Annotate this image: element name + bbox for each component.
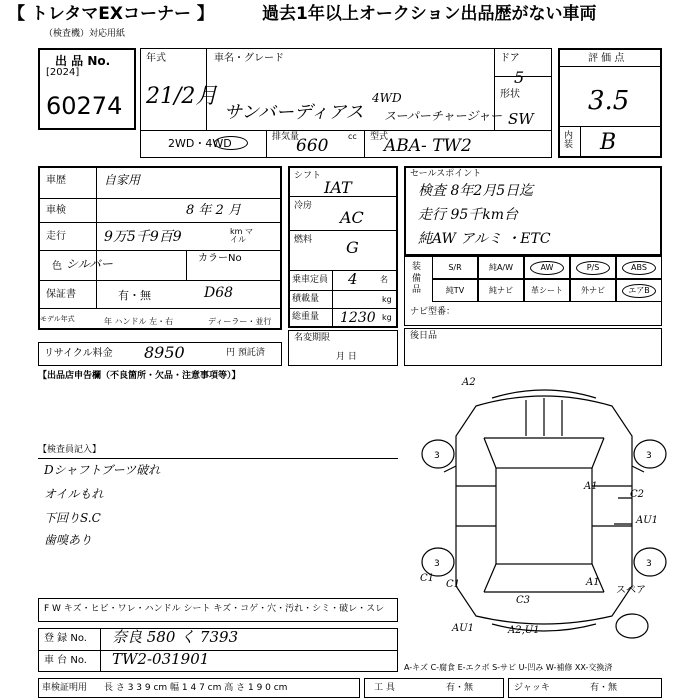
- dealer-notes-label: 【出品店申告欄（不良箇所・欠品・注意事項等）】: [38, 371, 241, 381]
- diag-mark-left-2: C1: [420, 573, 435, 584]
- diag-mark-right-3: AU1: [636, 515, 659, 526]
- handle-label: 年 ハンドル 左・右: [104, 317, 174, 326]
- tools-label: 工 具: [374, 683, 395, 693]
- sheet-note: （検査機）対応用紙: [44, 29, 126, 39]
- score-value: 3.5: [588, 86, 630, 116]
- spare-label: スペア: [616, 585, 646, 596]
- dims-row: 長 さ 3 3 9 cm 幅 1 4 7 cm 高 さ 1 9 0 cm: [104, 683, 288, 693]
- capacity-label: 乗車定員: [292, 275, 329, 285]
- inspector-note-2: オイルもれ: [44, 487, 104, 501]
- load-label: 積載量: [292, 294, 320, 304]
- jack-label: ジャッキ: [514, 683, 550, 693]
- color-label: 色: [52, 261, 62, 272]
- wheel-mark-rr: 3: [646, 559, 652, 569]
- displacement-label: 排気量: [272, 132, 300, 142]
- color-value: シルバー: [66, 257, 113, 271]
- diag-mark-front: A2: [462, 377, 476, 388]
- doors-label: ドア: [500, 53, 520, 64]
- warranty-label: 保証書: [46, 289, 76, 300]
- fuel-value: G: [346, 238, 359, 257]
- equip-tv: 純TV: [432, 279, 478, 302]
- model-code-label: 型式: [370, 132, 389, 142]
- recycle-label: リサイクル料金: [44, 348, 113, 359]
- equip-airbag-circle: [622, 284, 656, 298]
- equip-aw-circle: [530, 261, 564, 275]
- equip-abs-circle: [622, 261, 656, 275]
- diag-mark-right-2: C2: [630, 489, 645, 500]
- model-row-label: モデル年式: [40, 315, 75, 323]
- car-name: サンバーディアス: [224, 102, 364, 123]
- grade-note: 4WD: [372, 91, 402, 105]
- drive-4wd-circle: [214, 136, 248, 150]
- lot-year-tag: [2024]: [46, 67, 80, 78]
- shift-value: IAT: [324, 178, 352, 197]
- body-type-label: 形状: [500, 89, 520, 100]
- capacity-value: 4: [348, 270, 358, 288]
- chassis-value: TW2-031901: [112, 650, 210, 668]
- sales-point-1: 検査 8年2月5日迄: [418, 183, 534, 199]
- displacement-unit: cc: [348, 132, 357, 141]
- color-no-label: カラーNo: [198, 253, 242, 264]
- drive-label: 2WD・4WD: [168, 137, 232, 150]
- sales-point-2: 走行 95千km台: [418, 207, 519, 223]
- load-unit: kg: [382, 295, 392, 304]
- gross-unit: kg: [382, 313, 392, 322]
- model-code-value: ABA- TW2: [384, 136, 472, 156]
- plate-label: 登 録 No.: [44, 633, 87, 644]
- equip-aw-genuine: 純A/W: [478, 256, 524, 279]
- equip-ps: P/S: [570, 256, 616, 279]
- score-label: 評 価 点: [588, 53, 625, 64]
- equip-ps-circle: [576, 261, 610, 275]
- corner-title: 【 トレタマEXコーナー 】: [8, 4, 214, 24]
- detail-table: [38, 166, 282, 330]
- aircon-label: 冷房: [294, 201, 313, 211]
- inspector-note-3: 下回りS.C: [44, 511, 101, 525]
- wheel-mark-fl: 3: [434, 451, 440, 461]
- sales-label: セールスポイント: [410, 169, 482, 179]
- equip-navi-external: 外ナビ: [570, 279, 616, 302]
- model-year-label: 年式: [146, 53, 166, 64]
- equip-airbag: エアB: [616, 279, 662, 302]
- shift-label: シフト: [294, 171, 322, 181]
- grade-name: スーパーチャージャー: [384, 109, 502, 123]
- wheel-mark-fr: 3: [646, 451, 652, 461]
- interior-row: F W キズ・ヒビ・ワレ・ハンドル シート キズ・コゲ・穴・汚れ・シミ・破レ・スレ: [44, 604, 385, 614]
- name-change-label: 名変期限: [294, 333, 331, 343]
- model-year-value: 21/2月: [146, 84, 218, 109]
- equip-navi-genuine: 純ナビ: [478, 279, 524, 302]
- lot-number: 60274: [46, 92, 123, 120]
- capacity-unit: 名: [380, 275, 388, 284]
- after-label: 後日品: [410, 331, 438, 341]
- tools-value: 有・無: [446, 683, 474, 693]
- gross-value: 1230: [340, 310, 376, 326]
- lot-label: 出 品 No.: [55, 54, 111, 68]
- inspector-label: 【検査員記入】: [38, 445, 102, 455]
- plate-value: 奈良 580 く 7393: [112, 628, 239, 646]
- doors-value: 5: [514, 68, 525, 87]
- equip-sr: S/R: [432, 256, 478, 279]
- interior-value: B: [600, 130, 617, 155]
- warranty-code: D68: [204, 285, 234, 301]
- equip-label: 装備品: [412, 262, 422, 296]
- wheel-mark-rl: 3: [434, 559, 440, 569]
- history-label: 車歴: [46, 175, 66, 186]
- mileage-value: 9万5千9百9: [104, 229, 182, 245]
- inspection-value: 8 年 2 月: [186, 203, 241, 218]
- equip-aw: AW: [524, 256, 570, 279]
- interior-label: 内 装: [564, 131, 574, 150]
- after-box: [404, 328, 662, 366]
- history-value: 自家用: [104, 173, 141, 187]
- recycle-unit: 円 預託済: [226, 348, 265, 358]
- recycle-value: 8950: [144, 343, 185, 362]
- legend: A-キズ C-腐食 E-エクボ S-サビ U-凹み W-補修 XX-交換済: [404, 663, 613, 672]
- vehicle-damage-diagram: [404, 376, 684, 646]
- inspector-note-1: Dシャフトブーツ破れ: [44, 463, 161, 477]
- diag-mark-rear-left: AU1: [452, 623, 475, 634]
- diag-mark-right-1: A1: [584, 481, 598, 492]
- gross-label: 総重量: [292, 312, 320, 322]
- name-change-unit: 月 日: [336, 352, 357, 362]
- inspector-note-4: 歯嗅あり: [44, 533, 93, 547]
- warranty-value: 有・無: [118, 289, 151, 302]
- name-grade-label: 車名・グレード: [214, 53, 284, 64]
- displacement-value: 660: [296, 136, 329, 156]
- diag-mark-rear: C3: [516, 595, 531, 606]
- body-type-value: SW: [508, 110, 534, 128]
- dealer-label: ディーラー・並行: [208, 317, 272, 326]
- jack-value: 有・無: [590, 683, 618, 693]
- diag-mark-rear-bumper: A2,U1: [508, 625, 540, 636]
- chassis-label: 車 台 No.: [44, 655, 87, 666]
- aircon-value: AC: [340, 208, 364, 227]
- diag-mark-left: C1: [446, 579, 461, 590]
- dims-label: 車検証明用: [42, 683, 88, 693]
- mileage-unit: km マイル: [230, 227, 253, 244]
- equip-leather: 革シート: [524, 279, 570, 302]
- dealer-notes-box: [38, 384, 398, 440]
- diag-mark-rear-right: A1: [586, 577, 600, 588]
- fuel-label: 燃料: [294, 235, 313, 245]
- equip-abs: ABS: [616, 256, 662, 279]
- inspection-label: 車検: [46, 205, 66, 216]
- sales-point-3: 純AW アルミ ・ETC: [418, 231, 551, 247]
- subtitle: 過去1年以上オークション出品歴がない車両: [262, 4, 597, 24]
- mileage-label: 走行: [46, 231, 66, 242]
- navi-label: ナビ型番：: [410, 307, 456, 317]
